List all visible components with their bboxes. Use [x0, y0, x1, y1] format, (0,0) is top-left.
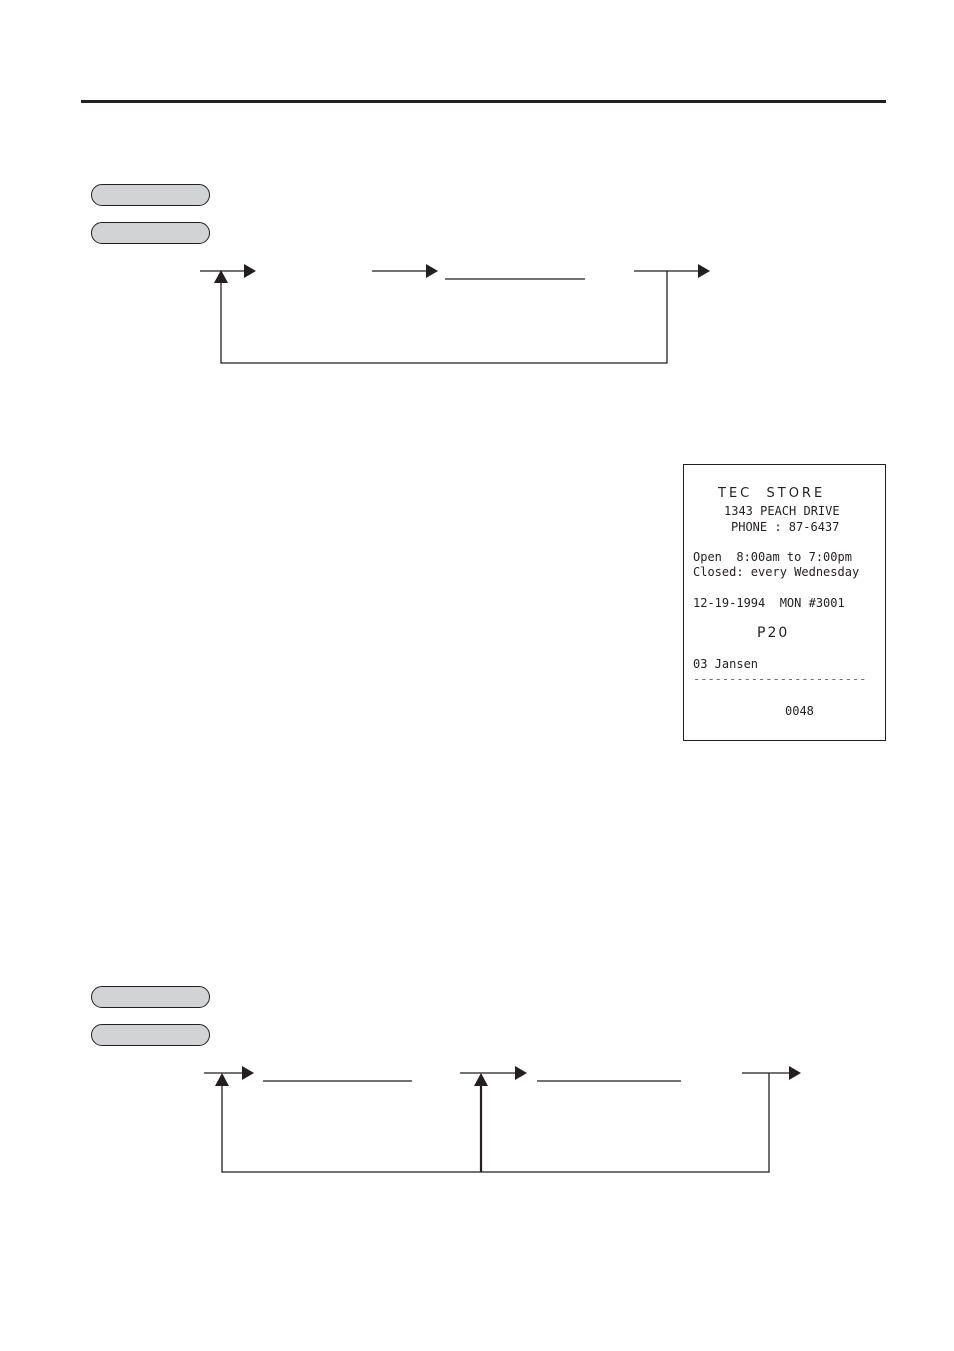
flow2-arrow-2	[515, 1066, 527, 1080]
receipt-date-line: 12-19-1994 MON #3001	[693, 596, 845, 610]
receipt-phone: PHONE : 87-6437	[731, 520, 840, 534]
flow2-arrow-1	[242, 1066, 254, 1080]
receipt-separator: ------------------------	[693, 672, 867, 686]
flow2-loop-arrowhead-2	[474, 1073, 488, 1086]
flow2-repeat-loop	[222, 1073, 769, 1172]
receipt-number: 0048	[785, 704, 814, 718]
flow2-arrow-3	[789, 1066, 801, 1080]
receipt-program-code: P20	[757, 625, 790, 641]
receipt-store-name: TEC STORE	[718, 486, 826, 501]
flow2-loop-arrowhead-1	[215, 1073, 229, 1086]
receipt-address: 1343 PEACH DRIVE	[724, 504, 840, 518]
receipt-hours-open: Open 8:00am to 7:00pm	[693, 550, 852, 564]
receipt-hours-closed: Closed: every Wednesday	[693, 565, 860, 579]
receipt-clerk-line: 03 Jansen	[693, 657, 759, 671]
